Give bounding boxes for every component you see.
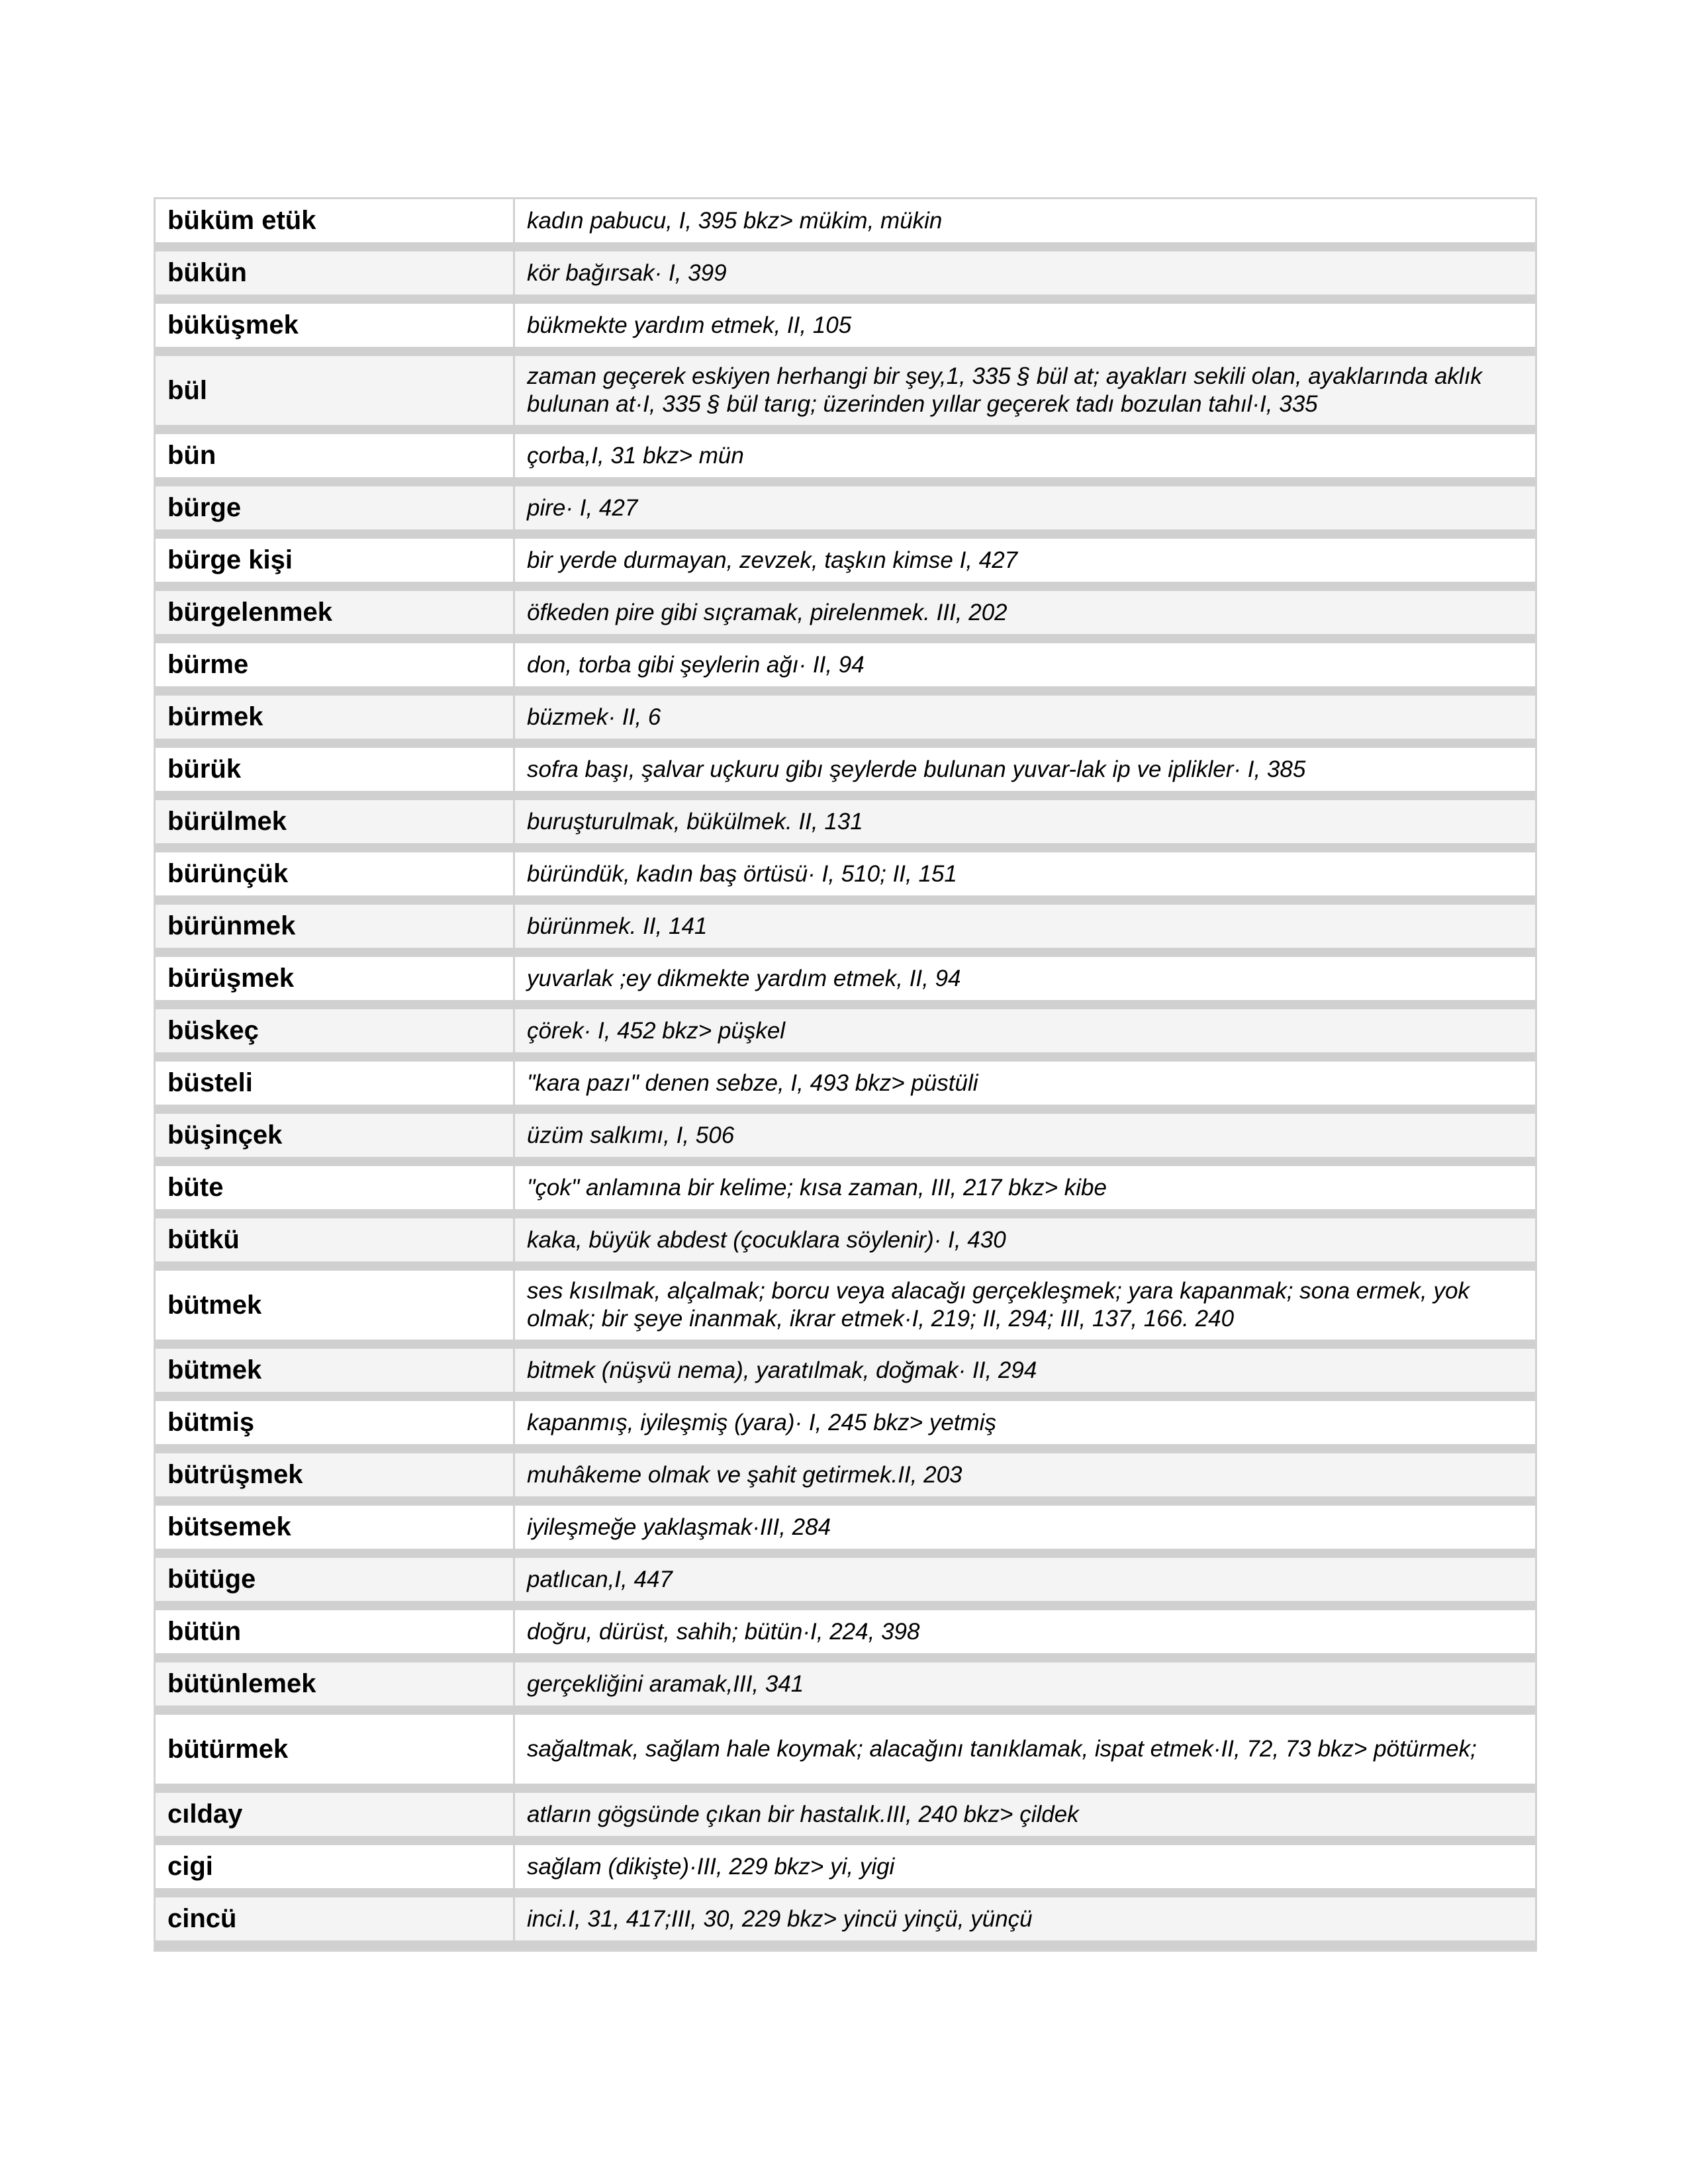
definition: kaka, büyük abdest (çocuklara söylenir)· I, 430 bbox=[527, 1226, 1006, 1253]
table-row bbox=[156, 1662, 1535, 1715]
definition: büründük, kadın baş örtüsü· I, 510; II, 151 bbox=[527, 860, 957, 887]
table-row bbox=[156, 1218, 1535, 1271]
term: büşinçek bbox=[156, 1114, 515, 1157]
term: bütmiş bbox=[156, 1401, 515, 1444]
definition: çörek· I, 452 bkz> püşkel bbox=[527, 1017, 786, 1044]
term: bürünçük bbox=[156, 852, 515, 895]
definition: zaman geçerek eskiyen herhangi bir şey,1, 335 § bül at; ayakları sekili olan, ayaklarında aklık bulunan at·I, 335 § bül tarıg; üzerinden yıllar geçerek tadı bozulan tahıl·I, 335 bbox=[527, 363, 1482, 417]
definition: iyileşmeğe yaklaşmak·III, 284 bbox=[527, 1514, 831, 1540]
definition: "kara pazı" denen sebze, I, 493 bkz> püstüli bbox=[527, 1069, 978, 1096]
definition: bürünmek. II, 141 bbox=[527, 913, 708, 939]
term: cincü bbox=[156, 1897, 515, 1940]
term: bürge bbox=[156, 486, 515, 529]
definition: bükmekte yardım etmek, II, 105 bbox=[527, 312, 852, 338]
term: bütmek bbox=[156, 1271, 515, 1340]
glossary-table bbox=[154, 197, 1537, 1952]
term: bütünlemek bbox=[156, 1662, 515, 1706]
term: bürülmek bbox=[156, 800, 515, 843]
table-row bbox=[156, 1401, 1535, 1453]
definition: pire· I, 427 bbox=[527, 494, 638, 521]
term: bükün bbox=[156, 251, 515, 295]
table-row bbox=[156, 1715, 1535, 1793]
definition: bitmek (nüşvü nema), yaratılmak, doğmak· II, 294 bbox=[527, 1357, 1037, 1383]
definition: yuvarlak ;ey dikmekte yardım etmek, II, 94 bbox=[527, 965, 961, 991]
definition: öfkeden pire gibi sıçramak, pirelenmek. III, 202 bbox=[527, 599, 1008, 625]
term: bütürmek bbox=[156, 1715, 515, 1784]
term: bürük bbox=[156, 748, 515, 791]
definition: büzmek· II, 6 bbox=[527, 704, 661, 730]
term: bütmek bbox=[156, 1349, 515, 1392]
term: bürmek bbox=[156, 696, 515, 739]
table-row bbox=[156, 852, 1535, 905]
table-row bbox=[156, 1793, 1535, 1845]
term: bürge kişi bbox=[156, 539, 515, 582]
term: bütrüşmek bbox=[156, 1453, 515, 1496]
definition: kadın pabucu, I, 395 bkz> mükim, mükin bbox=[527, 207, 943, 234]
definition: ses kısılmak, alçalmak; borcu veya alacağı gerçekleşmek; yara kapanmak; sona ermek, yok olmak; bir şeye inanmak, ikrar etmek·I, 219; II, 294; III, 137, 166. 240 bbox=[527, 1278, 1470, 1332]
table-row bbox=[156, 643, 1535, 696]
term: bül bbox=[156, 356, 515, 425]
term: büskeç bbox=[156, 1009, 515, 1052]
definition: sağaltmak, sağlam hale koymak; alacağını tanıklamak, ispat etmek·II, 72, 73 bkz> pötürmek; bbox=[527, 1736, 1477, 1762]
definition: buruşturulmak, bükülmek. II, 131 bbox=[527, 808, 863, 835]
term: bütün bbox=[156, 1610, 515, 1653]
definition: sağlam (dikişte)·III, 229 bkz> yi, yigi bbox=[527, 1853, 895, 1880]
table-row bbox=[156, 539, 1535, 591]
table-row bbox=[156, 1845, 1535, 1897]
table-row bbox=[156, 591, 1535, 643]
definition: bir yerde durmayan, zevzek, taşkın kimse I, 427 bbox=[527, 547, 1018, 573]
term: bürme bbox=[156, 643, 515, 686]
term: büküm etük bbox=[156, 199, 515, 242]
table-row bbox=[156, 304, 1535, 356]
definition: atların gögsünde çıkan bir hastalık.III, 240 bkz> çildek bbox=[527, 1801, 1079, 1827]
table-row bbox=[156, 696, 1535, 748]
definition: kör bağırsak· I, 399 bbox=[527, 259, 727, 286]
table-row bbox=[156, 251, 1535, 304]
term: bün bbox=[156, 434, 515, 477]
table-row bbox=[156, 957, 1535, 1009]
table-row bbox=[156, 1166, 1535, 1218]
definition: don, torba gibi şeylerin ağı· II, 94 bbox=[527, 651, 865, 678]
table-row bbox=[156, 905, 1535, 957]
term: cılday bbox=[156, 1793, 515, 1836]
table-row bbox=[156, 1506, 1535, 1558]
definition: patlıcan,I, 447 bbox=[527, 1566, 673, 1592]
term: büküşmek bbox=[156, 304, 515, 347]
term: büte bbox=[156, 1166, 515, 1209]
table-row bbox=[156, 1062, 1535, 1114]
term: bütüge bbox=[156, 1558, 515, 1601]
term: bürgelenmek bbox=[156, 591, 515, 634]
definition: çorba,I, 31 bkz> mün bbox=[527, 442, 744, 469]
term: bürüşmek bbox=[156, 957, 515, 1000]
table-row bbox=[156, 800, 1535, 852]
table-row bbox=[156, 1897, 1535, 1950]
table-row bbox=[156, 1349, 1535, 1401]
term: bürünmek bbox=[156, 905, 515, 948]
definition: "çok" anlamına bir kelime; kısa zaman, III, 217 bkz> kibe bbox=[527, 1174, 1107, 1201]
definition: üzüm salkımı, I, 506 bbox=[527, 1122, 735, 1148]
definition: sofra başı, şalvar uçkuru gibı şeylerde bulunan yuvar-lak ip ve iplikler· I, 385 bbox=[527, 756, 1306, 782]
table-row bbox=[156, 486, 1535, 539]
table-row bbox=[156, 1610, 1535, 1662]
definition: gerçekliğini aramak,III, 341 bbox=[527, 1670, 804, 1697]
definition: muhâkeme olmak ve şahit getirmek.II, 203 bbox=[527, 1461, 962, 1488]
table-row bbox=[156, 434, 1535, 486]
table-row bbox=[156, 1009, 1535, 1062]
table-row bbox=[156, 199, 1535, 251]
definition: doğru, dürüst, sahih; bütün·I, 224, 398 bbox=[527, 1618, 920, 1645]
definition: kapanmış, iyileşmiş (yara)· I, 245 bkz> yetmiş bbox=[527, 1409, 996, 1435]
table-row bbox=[156, 748, 1535, 800]
table-row bbox=[156, 1114, 1535, 1166]
term: bütkü bbox=[156, 1218, 515, 1261]
term: bütsemek bbox=[156, 1506, 515, 1549]
table-row bbox=[156, 356, 1535, 434]
term: büsteli bbox=[156, 1062, 515, 1105]
table-row bbox=[156, 1558, 1535, 1610]
table-row bbox=[156, 1271, 1535, 1349]
term: cigi bbox=[156, 1845, 515, 1888]
table-row bbox=[156, 1453, 1535, 1506]
definition: inci.I, 31, 417;III, 30, 229 bkz> yincü yinçü, yünçü bbox=[527, 1905, 1033, 1932]
